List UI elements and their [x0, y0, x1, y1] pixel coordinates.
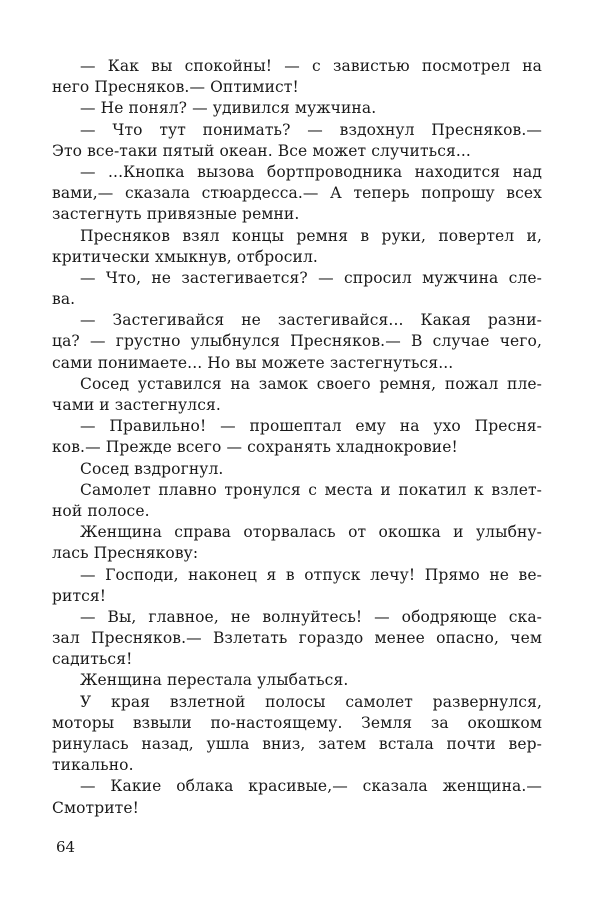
text-line: тикально. — [52, 756, 134, 775]
text-line: ной полосе. — [52, 501, 150, 520]
text-line: рится! — [52, 586, 107, 605]
text-line: сами понимаете... Но вы можете застегнуться... — [52, 353, 454, 372]
text-line: Сосед уставился на замок своего ремня, пожал пле- — [80, 374, 542, 393]
text-line: Женщина перестала улыбаться. — [80, 671, 349, 690]
text-line: ца? — грустно улыбнулся Пресняков.— В случае чего, — [52, 332, 542, 351]
text-line: зал Пресняков.— Взлетать гораздо менее опасно, чем — [52, 629, 542, 648]
text-line: критически хмыкнув, отбросил. — [52, 247, 318, 266]
text-line: Женщина справа оторвалась от окошка и улыбну- — [80, 523, 542, 542]
text-line: Сосед вздрогнул. — [80, 459, 224, 478]
text-line: ринулась назад, ушла вниз, затем встала почти вер- — [52, 735, 542, 753]
text-line: него Пресняков.— Оптимист! — [52, 78, 299, 97]
text-line: ков.— Прежде всего — сохранять хладнокровие! — [52, 438, 458, 457]
text-line: Пресняков взял концы ремня в руки, повертел и, — [80, 226, 542, 245]
text-line: Самолет плавно тронулся с места и покатил к взлет- — [80, 480, 542, 499]
text-line: — Не понял? — удивился мужчина. — [80, 99, 377, 118]
text-line: — Что тут понимать? — вздохнул Пресняков.— — [80, 120, 542, 139]
text-line: — Господи, наконец я в отпуск лечу! Прямо не ве- — [80, 565, 542, 584]
text-line: чами и застегнулся. — [52, 396, 221, 414]
text-line: застегнуть привязные ремни. — [52, 205, 300, 224]
text-line: вами,— сказала стюардесса.— А теперь попрошу всех — [52, 184, 542, 203]
page-number: 64 — [56, 838, 76, 856]
page-body-text — [52, 56, 542, 819]
text-line: — Какие облака красивые,— сказала женщина.— — [80, 777, 542, 796]
text-line: — Как вы спокойны! — с завистью посмотрел на — [80, 57, 542, 75]
text-line: — Вы, главное, не волнуйтесь! — ободряюще ска- — [80, 607, 542, 626]
text-line: садиться! — [52, 650, 133, 669]
text-line: моторы взвыли по-настоящему. Земля за окошком — [52, 713, 542, 732]
text-line: У края взлетной полосы самолет развернулся, — [80, 692, 542, 711]
text-line: ва. — [52, 290, 76, 309]
text-line: — ...Кнопка вызова бортпроводника находится над — [80, 162, 542, 181]
text-line: — Что, не застегивается? — спросил мужчина сле- — [80, 268, 542, 287]
text-line: — Правильно! — прошептал ему на ухо Пресня- — [80, 417, 542, 436]
text-line: — Застегивайся не застегивайся... Какая разни- — [80, 311, 542, 330]
text-line: Это все-таки пятый океан. Все может случиться... — [52, 141, 471, 160]
text-line: лась Преснякову: — [52, 544, 199, 563]
text-line: Смотрите! — [52, 798, 139, 817]
